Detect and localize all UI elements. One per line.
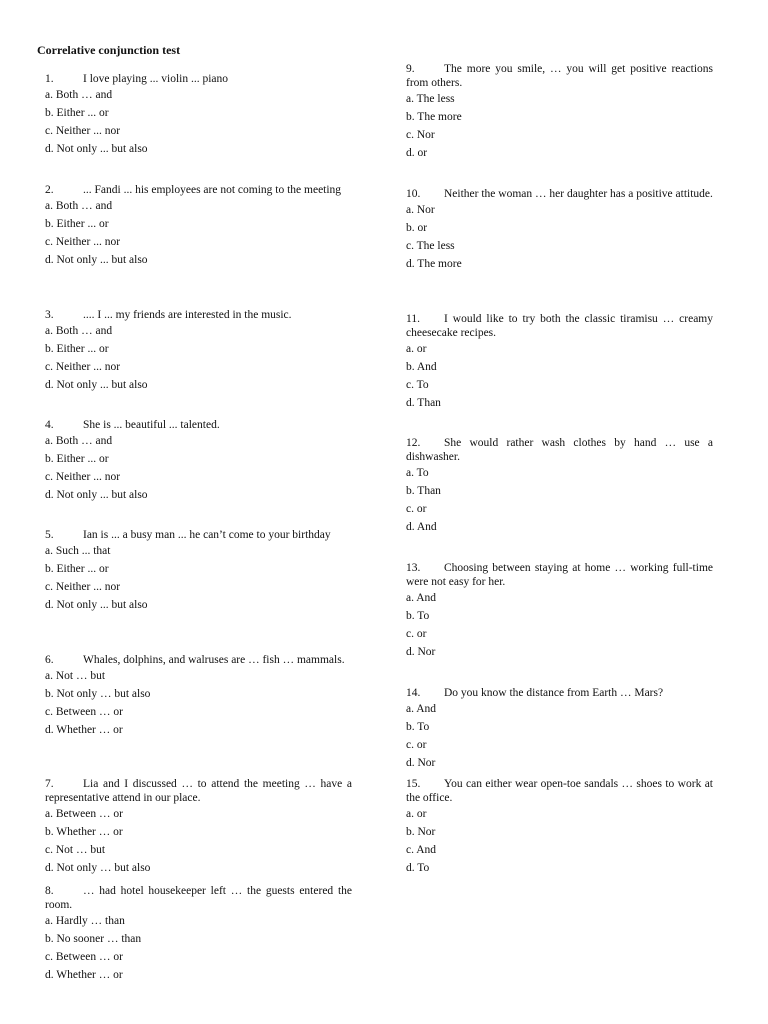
question-number: 11. <box>406 313 420 325</box>
question-number: 9. <box>406 63 415 75</box>
option-b: b. To <box>406 610 430 622</box>
question-stem <box>406 312 713 340</box>
option-c: c. Neither ... nor <box>45 471 121 483</box>
question-text: Lia and I discussed … to attend the meeting … have a representative attend in our place. <box>45 778 352 804</box>
question-text: I love playing ... violin ... piano <box>83 73 229 85</box>
question-12 <box>406 436 713 536</box>
question-stem <box>45 183 352 197</box>
question-text: You can either wear open-toe sandals … shoes to work at the office. <box>406 778 713 804</box>
option-a: a. or <box>406 343 427 355</box>
option-c: c. Neither ... nor <box>45 361 121 373</box>
option-b: b. or <box>406 222 428 234</box>
option-b: b. Either ... or <box>45 218 109 230</box>
option-a: a. Hardly … than <box>45 915 125 927</box>
question-number: 2. <box>45 184 54 196</box>
question-number: 10. <box>406 188 421 200</box>
option-c: c. or <box>406 628 427 640</box>
question-text: Neither the woman … her daughter has a positive attitude. <box>444 188 713 200</box>
option-b: b. Whether … or <box>45 826 123 838</box>
option-d: d. Than <box>406 397 441 409</box>
question-text: Choosing between staying at home … working full-time were not easy for her. <box>406 562 713 588</box>
question-4 <box>45 418 352 504</box>
option-c: c. Not … but <box>45 844 106 856</box>
question-text: .... I ... my friends are interested in the music. <box>83 309 292 321</box>
question-stem <box>406 436 713 464</box>
option-a: a. The less <box>406 93 455 105</box>
option-b: b. Nor <box>406 826 436 838</box>
question-11 <box>406 312 713 412</box>
question-number: 4. <box>45 419 54 431</box>
option-d: d. Not only ... but also <box>45 599 148 611</box>
option-b: b. The more <box>406 111 462 123</box>
question-stem <box>406 62 713 90</box>
option-d: d. Not only ... but also <box>45 254 148 266</box>
question-15 <box>406 777 713 877</box>
question-stem <box>45 653 352 667</box>
option-c: c. Between … or <box>45 706 123 718</box>
test-title: Correlative conjunction test <box>37 43 181 57</box>
option-d: d. or <box>406 147 428 159</box>
option-b: b. Either ... or <box>45 453 109 465</box>
option-b: b. No sooner … than <box>45 933 142 945</box>
question-number: 6. <box>45 654 54 666</box>
question-number: 13. <box>406 562 421 574</box>
option-b: b. Not only … but also <box>45 688 151 700</box>
question-text: She would rather wash clothes by hand … use a dishwasher. <box>406 437 713 463</box>
question-8 <box>45 884 352 984</box>
option-d: d. Not only ... but also <box>45 379 148 391</box>
option-a: a. Both … and <box>45 325 113 337</box>
question-stem <box>406 777 713 805</box>
option-a: a. Both … and <box>45 435 113 447</box>
option-d: d. Not only … but also <box>45 862 151 874</box>
option-d: d. Nor <box>406 646 436 658</box>
question-3 <box>45 308 352 394</box>
option-c: c. Neither ... nor <box>45 125 121 137</box>
question-1 <box>45 72 352 158</box>
question-text: Do you know the distance from Earth … Mars? <box>444 687 664 699</box>
option-c: c. or <box>406 739 427 751</box>
option-a: a. Both … and <box>45 200 113 212</box>
question-9 <box>406 62 713 162</box>
option-d: d. The more <box>406 258 462 270</box>
option-c: c. Between … or <box>45 951 123 963</box>
question-stem <box>406 187 713 201</box>
option-a: a. Not … but <box>45 670 106 682</box>
question-number: 1. <box>45 73 54 85</box>
option-a: a. Such ... that <box>45 545 111 557</box>
option-d: d. To <box>406 862 430 874</box>
question-13 <box>406 561 713 661</box>
question-number: 14. <box>406 687 421 699</box>
option-c: c. Nor <box>406 129 435 141</box>
option-b: b. And <box>406 361 437 373</box>
question-number: 3. <box>45 309 54 321</box>
option-d: d. Not only ... but also <box>45 489 148 501</box>
question-text: She is ... beautiful ... talented. <box>83 419 220 431</box>
option-a: a. Between … or <box>45 808 123 820</box>
option-c: c. The less <box>406 240 455 252</box>
question-stem <box>45 777 352 805</box>
option-d: d. And <box>406 521 437 533</box>
option-c: c. or <box>406 503 427 515</box>
question-10 <box>406 187 713 273</box>
question-5 <box>45 528 352 614</box>
question-stem <box>45 418 352 432</box>
question-stem <box>406 686 713 700</box>
question-stem <box>45 884 352 912</box>
question-text: ... Fandi ... his employees are not coming to the meeting <box>83 184 342 196</box>
option-b: b. Either ... or <box>45 343 109 355</box>
option-a: a. Both … and <box>45 89 113 101</box>
question-6 <box>45 653 352 739</box>
question-14 <box>406 686 713 772</box>
option-b: b. Either ... or <box>45 107 109 119</box>
option-c: c. And <box>406 844 437 856</box>
option-b: b. Than <box>406 485 441 497</box>
option-c: c. To <box>406 379 429 391</box>
option-a: a. To <box>406 467 429 479</box>
option-b: b. Either ... or <box>45 563 109 575</box>
option-d: d. Not only ... but also <box>45 143 148 155</box>
option-c: c. Neither ... nor <box>45 236 121 248</box>
option-d: d. Whether … or <box>45 724 123 736</box>
question-text: … had hotel housekeeper left … the guests entered the room. <box>45 885 352 911</box>
question-text: I would like to try both the classic tiramisu … creamy cheesecake recipes. <box>406 313 713 339</box>
question-text: Whales, dolphins, and walruses are … fish … mammals. <box>83 654 345 666</box>
question-text: The more you smile, … you will get positive reactions from others. <box>406 63 713 89</box>
question-number: 12. <box>406 437 421 449</box>
question-7 <box>45 777 352 877</box>
option-d: d. Whether … or <box>45 969 123 981</box>
question-number: 8. <box>45 885 54 897</box>
option-a: a. And <box>406 592 437 604</box>
question-text: Ian is ... a busy man ... he can’t come to your birthday <box>83 529 331 541</box>
question-number: 15. <box>406 778 421 790</box>
option-a: a. Nor <box>406 204 435 216</box>
option-c: c. Neither ... nor <box>45 581 121 593</box>
question-number: 5. <box>45 529 54 541</box>
question-2 <box>45 183 352 269</box>
question-stem <box>45 528 352 542</box>
question-stem <box>406 561 713 589</box>
option-d: d. Nor <box>406 757 436 769</box>
option-a: a. And <box>406 703 437 715</box>
question-stem <box>45 308 352 322</box>
option-b: b. To <box>406 721 430 733</box>
question-number: 7. <box>45 778 54 790</box>
option-a: a. or <box>406 808 427 820</box>
question-stem <box>45 72 352 86</box>
